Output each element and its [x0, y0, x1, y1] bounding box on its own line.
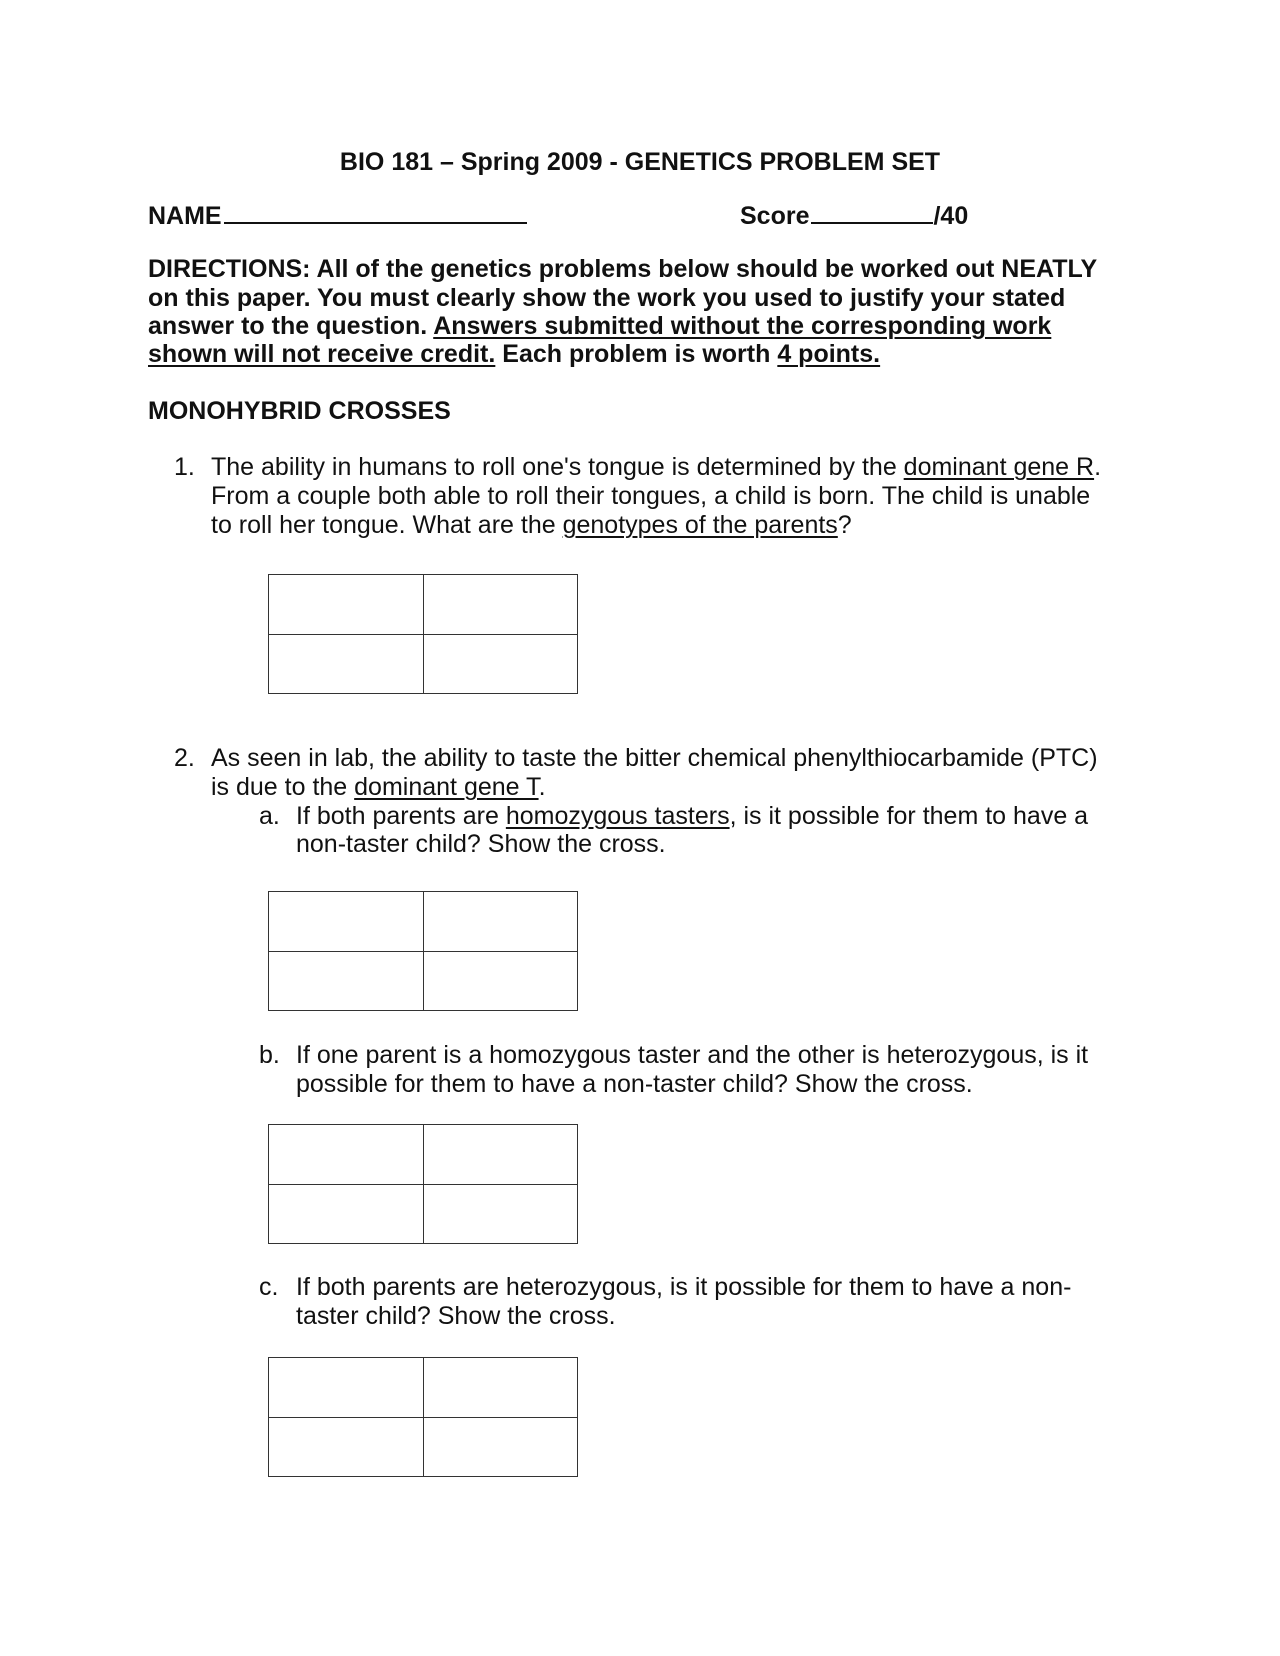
subquestion-letter: a.	[259, 802, 280, 830]
directions-emphasis: shown will not receive credit.	[148, 340, 496, 368]
directions-text: Each problem is worth	[495, 340, 778, 368]
question-text: , is it possible for them to have a	[729, 802, 1089, 830]
question-text: The ability in humans to roll one's tongue is determined by the	[211, 453, 904, 481]
directions-line-2: on this paper. You must clearly show the work you used to justify your stated	[148, 284, 1066, 312]
question-text: If both parents are	[296, 802, 506, 830]
punnett-square-2b[interactable]	[268, 1124, 578, 1244]
directions-line-1: DIRECTIONS: All of the genetics problems below should be worked out NEATLY	[148, 255, 1098, 283]
key-term: genotypes of the parents	[562, 511, 838, 539]
score-field[interactable]	[811, 198, 933, 224]
points-value: 4 points.	[777, 340, 881, 368]
score-line	[740, 198, 968, 231]
grid-line	[269, 634, 577, 635]
grid-line	[269, 951, 577, 952]
score-label: Score	[740, 202, 810, 230]
directions-line-4	[148, 340, 880, 369]
question-text: ?	[837, 511, 852, 539]
question-2a-line-1	[296, 802, 1088, 831]
question-number: 1.	[174, 453, 195, 481]
grid-line	[269, 1417, 577, 1418]
question-2b-line-2: possible for them to have a non-taster child? Show the cross.	[296, 1070, 973, 1098]
subquestion-letter: c.	[259, 1273, 279, 1301]
section-heading: MONOHYBRID CROSSES	[148, 397, 451, 425]
question-number: 2.	[174, 744, 195, 772]
question-2a-line-2: non-taster child? Show the cross.	[296, 830, 666, 858]
directions-emphasis: Answers submitted without the corresponding work	[433, 312, 1052, 340]
question-1-line-1	[211, 453, 1101, 482]
question-1-line-3	[211, 511, 852, 540]
question-text: .	[538, 773, 546, 801]
question-2-line-1: As seen in lab, the ability to taste the bitter chemical phenylthiocarbamide (PTC)	[211, 744, 1098, 772]
directions-line-3	[148, 312, 1051, 341]
question-2c-line-1: If both parents are heterozygous, is it possible for them to have a non-	[296, 1273, 1072, 1301]
key-term: homozygous tasters	[505, 802, 730, 830]
punnett-square-2c[interactable]	[268, 1357, 578, 1477]
grid-line	[269, 1184, 577, 1185]
question-1-line-2: From a couple both able to roll their tongues, a child is born. The child is unable	[211, 482, 1091, 510]
subquestion-letter: b.	[259, 1041, 280, 1069]
question-text: to roll her tongue. What are the	[211, 511, 563, 539]
question-2c-line-2: taster child? Show the cross.	[296, 1302, 616, 1330]
directions-text: answer to the question.	[148, 312, 434, 340]
punnett-square-1[interactable]	[268, 574, 578, 694]
name-line	[148, 198, 527, 231]
score-total: /40	[933, 202, 969, 230]
name-field[interactable]	[224, 198, 527, 224]
key-term: dominant gene R	[903, 453, 1095, 481]
question-2b-line-1: If one parent is a homozygous taster and the other is heterozygous, is it	[296, 1041, 1089, 1069]
question-2-line-2	[211, 773, 546, 802]
question-text: is due to the	[211, 773, 355, 801]
question-text: .	[1094, 453, 1102, 481]
key-term: dominant gene T	[354, 773, 539, 801]
page-title: BIO 181 – Spring 2009 - GENETICS PROBLEM SET	[339, 148, 941, 176]
name-label: NAME	[148, 202, 222, 230]
punnett-square-2a[interactable]	[268, 891, 578, 1011]
